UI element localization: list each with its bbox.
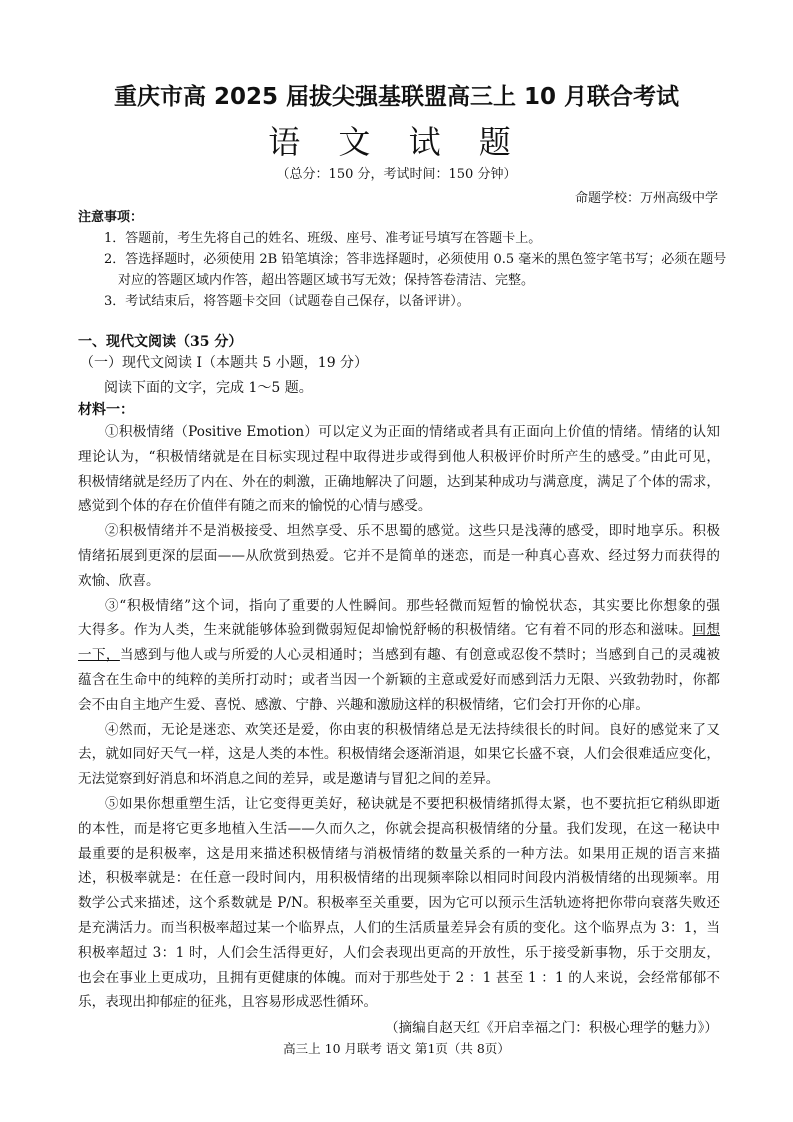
paragraph-3 (78, 594, 720, 718)
line: 欢愉、欣喜。 (78, 572, 160, 589)
line: 的本性，而是将它更多地植入生活——久而久之，你就会提高积极情绪的分量。我们发现，在这一秘诀中 (78, 820, 720, 837)
line (78, 618, 720, 643)
note-item: 2．答选择题时，必须使用 2B 铅笔填涂；答非选择题时，必须使用 0.5 毫米的黑色签字笔书写；必须在题号 (104, 252, 727, 267)
note-item: 对应的答题区域内作答，超出答题区域书写无效；保持答卷清洁、完整。 (118, 273, 535, 288)
exam-meta: （总分：150 分，考试时间：150 分钟） (276, 167, 517, 182)
passage (78, 420, 720, 1015)
line: ⑤如果你想重塑生活，让它变得更美好，秘诀就是不要把积极情绪抓得太紧，也不要抗拒它稍纵即逝 (105, 795, 720, 812)
line: 积极情绪就是经历了内在、外在的刺激，正确地解决了问题，达到某种成功与满意度，满足了个体的需求， (78, 473, 720, 490)
line: 无法觉察到好消息和坏消息之间的差异，或是邀请与冒犯之间的差异。 (78, 771, 500, 788)
notes-heading: 注意事项： (78, 210, 144, 225)
line-text: 当感到与他人或与所爱的人心灵相通时；当感到有趣、有创意或忍俊不禁时；当感到自己的灵魂被 (119, 647, 721, 664)
underlined-text: 回想 (692, 622, 721, 639)
school-credit: 命题学校：万州高级中学 (574, 191, 718, 206)
line: ④然而，无论是迷恋、欢笑还是爱，你由衷的积极情绪总是无法持续很长的时间。良好的感觉来了又 (105, 721, 720, 738)
paragraph-2 (78, 519, 720, 593)
line: 理论认为，“积极情绪就是在目标实现过程中取得进步或得到他人积极评价时所产生的感受。”由此可见， (78, 448, 720, 465)
line: ①积极情绪（Positive Emotion）可以定义为正面的情绪或者具有正面向上价值的情绪。情绪的认知 (105, 424, 720, 440)
paragraph-1 (78, 420, 720, 519)
subsection-title: （一）现代文阅读 I（本题共 5 小题，19 分） (80, 355, 369, 371)
line: 蕴含在生命中的纯粹的美所打动时；或者当因一个新颖的主意或爱好而感到活力无限、兴致勃勃时，你都 (78, 671, 720, 688)
note-item: 1．答题前，考生先将自己的姓名、班级、座号、准考证号填写在答题卡上。 (104, 231, 542, 246)
line: 去，就如同好天气一样，这是人类的本性。积极情绪会逐渐消退，如果它长盛不衰，人们会很难适应变化， (78, 746, 720, 763)
line: 感觉到个体的存在价值伴有随之而来的愉悦的心情与感受。 (78, 498, 432, 515)
line: 也会在事业上更成功，且拥有更健康的体魄。而对于那些处于 2 ：1 甚至 1 ：1 的人来说，会经常郁郁不 (78, 969, 720, 986)
underlined-text: 一下， (78, 647, 120, 664)
line: 最重要的是积极率，这是用来描述积极情绪与消极情绪的数量关系的一种方法。如果用正规的语言来描 (78, 845, 720, 862)
line: 会不由自主地产生爱、喜悦、感激、宁静、兴趣和激励这样的积极情绪，它们会打开你的心扉。 (78, 696, 649, 713)
subject-title: 语 文 试 题 (268, 123, 525, 161)
line: ②积极情绪并不是消极接受、坦然享受、乐不思蜀的感觉。这些只是浅薄的感受，即时地享乐。积极 (105, 523, 720, 540)
line: 是充满活力。而当积极率超过某一个临界点，人们的生活质量差异会有质的变化。这个临界点为 3：1，当 (78, 919, 720, 936)
exam-title: 重庆市高 2025 届拔尖强基联盟高三上 10 月联合考试 (113, 84, 680, 110)
line (78, 643, 720, 668)
line: ③“积极情绪”这个词，指向了重要的人性瞬间。那些轻微而短暂的愉悦状态，其实要比你想象的强 (105, 597, 720, 614)
paragraph-4 (78, 718, 720, 792)
page-footer: 高三上 10 月联考 语文 第1页（共 8页） (283, 1041, 510, 1056)
note-item: 3．考试结束后，将答题卡交回（试题卷自己保存，以备评讲）。 (104, 294, 470, 309)
line: 情绪拓展到更深的层面——从欣赏到热爱。它并不是简单的迷恋，而是一种真心喜欢、经过努力而获得的 (78, 547, 720, 564)
line: 乐，表现出抑郁症的征兆，且容易形成恶性循环。 (78, 994, 378, 1011)
source-citation: （摘编自赵天红《开启幸福之门：积极心理学的魅力》） (384, 1020, 718, 1036)
section-title: 一、现代文阅读（35 分） (78, 334, 243, 350)
paragraph-5 (78, 792, 720, 1015)
line: 数学公式来描述，这个系数就是 P/N。积极率至关重要，因为它可以预示生活轨迹将把你带向衰落失败还 (78, 895, 720, 912)
line-text: 大得多。作为人类，生来就能够体验到微弱短促却愉悦舒畅的积极情绪。它有着不同的形态和滋味。 (78, 622, 693, 639)
line: 积极率超过 3：1 时，人们会生活得更好，人们会表现出更高的开放性，乐于接受新事物，乐于交朋友， (78, 944, 720, 961)
material-label: 材料一： (78, 402, 134, 418)
instruction: 阅读下面的文字，完成 1～5 题。 (104, 380, 313, 396)
line: 述，积极率就是：在任意一段时间内，用积极情绪的出现频率除以相同时间段内消极情绪的出现频率。用 (78, 870, 720, 887)
